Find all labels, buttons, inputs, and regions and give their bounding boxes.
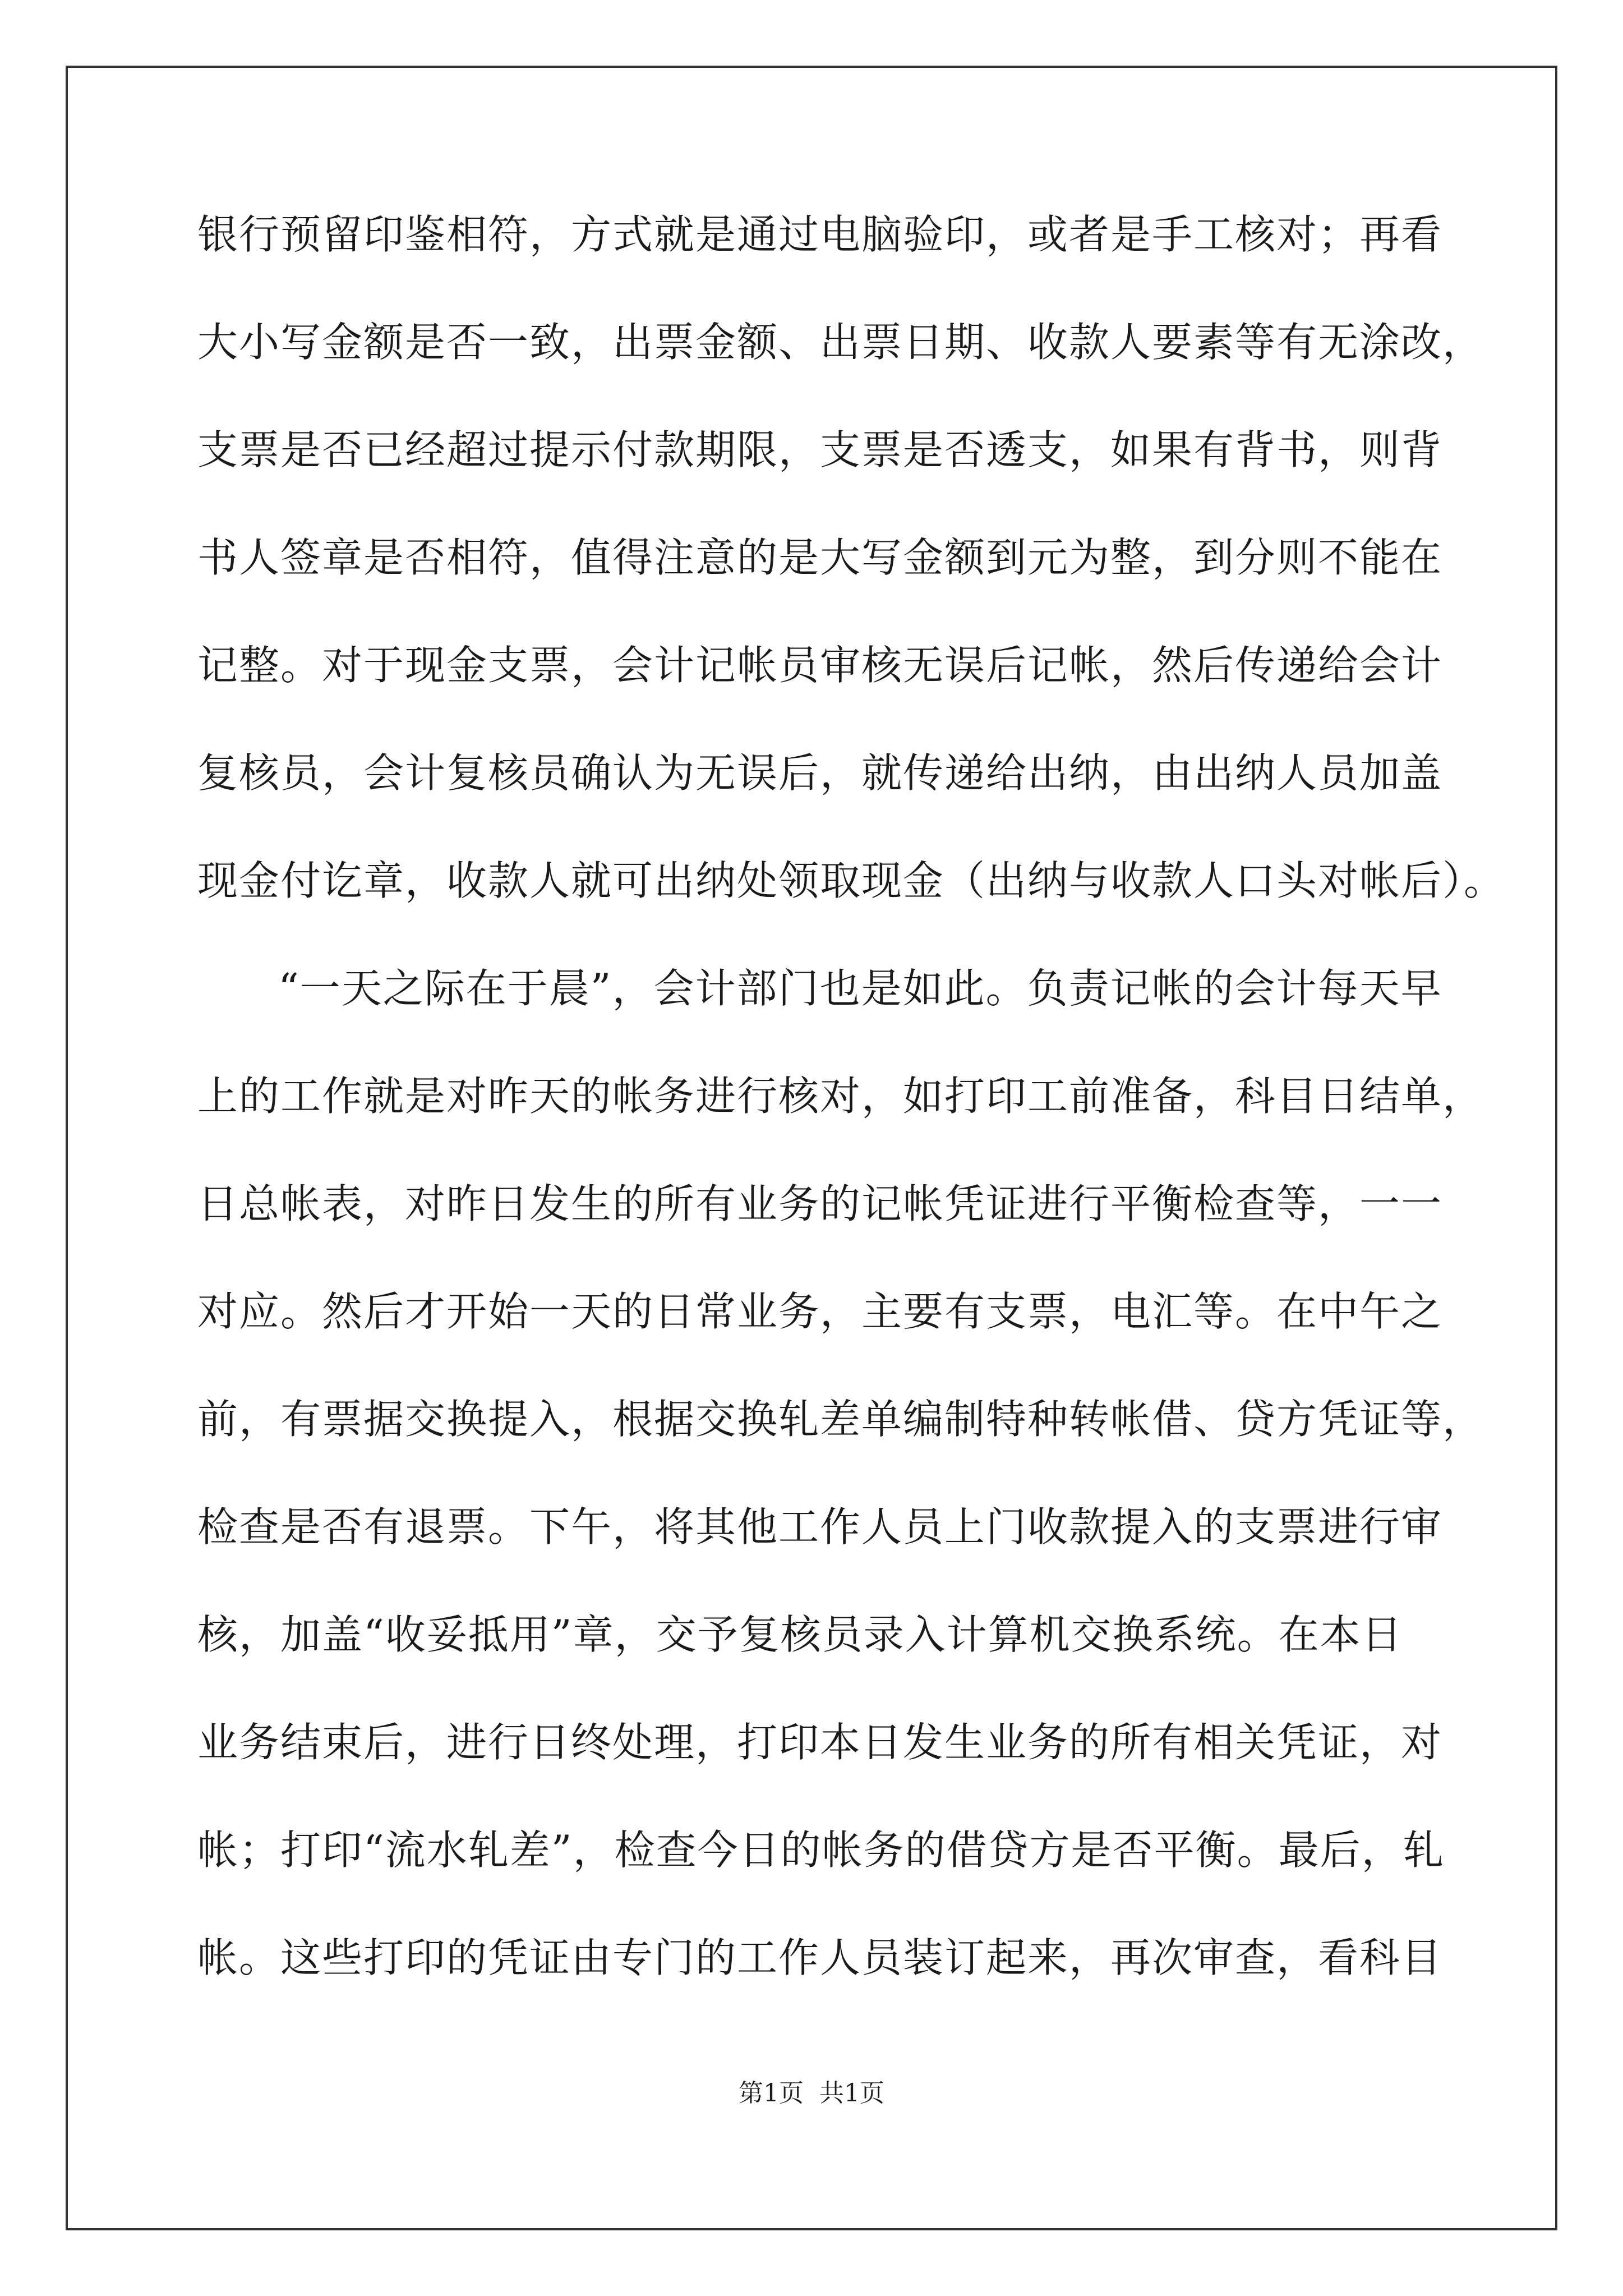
text-line: 大小写金额是否一致，出票金额、出票日期、收款人要素等有无涂改， xyxy=(197,319,1484,366)
text-line: 业务结束后，进行日终处理，打印本日发生业务的所有相关凭证，对 xyxy=(197,1719,1443,1766)
text-line: 书人签章是否相符，值得注意的是大写金额到元为整，到分则不能在 xyxy=(197,534,1443,581)
text-line: 复核员，会计复核员确认为无误后，就传递给出纳，由出纳人员加盖 xyxy=(197,749,1443,797)
text-line: 帐；打印“流水轧差”，检查今日的帐务的借贷方是否平衡。最后，轧 xyxy=(197,1826,1445,1874)
text-line: 对应。然后才开始一天的日常业务，主要有支票，电汇等。在中午之 xyxy=(197,1288,1443,1335)
text-line: 支票是否已经超过提示付款期限，支票是否透支，如果有背书，则背 xyxy=(197,426,1443,473)
text-line: 帐。这些打印的凭证由专门的工作人员装订起来，再次审查，看科目 xyxy=(197,1934,1443,1981)
page-footer: 第1页 共1页 xyxy=(739,2079,884,2108)
text-line: 日总帐表，对昨日发生的所有业务的记帐凭证进行平衡检查等，一一 xyxy=(197,1180,1443,1227)
text-line: 记整。对于现金支票，会计记帐员审核无误后记帐，然后传递给会计 xyxy=(197,642,1443,689)
text-line: 现金付讫章，收款人就可出纳处领取现金（出纳与收款人口头对帐后）。 xyxy=(197,857,1506,904)
text-line: 检查是否有退票。下午，将其他工作人员上门收款提入的支票进行审 xyxy=(197,1503,1443,1550)
text-line: 核，加盖“收妥抵用”章，交予复核员录入计算机交换系统。在本日 xyxy=(197,1611,1403,1658)
text-line: 上的工作就是对昨天的帐务进行核对，如打印工前准备，科目日结单， xyxy=(197,1073,1484,1120)
text-line: 前，有票据交换提入，根据交换轧差单编制特种转帐借、贷方凭证等， xyxy=(197,1396,1484,1443)
document-body xyxy=(197,208,1506,2039)
paragraph-start-line: “一天之际在于晨”，会计部门也是如此。负责记帐的会计每天早 xyxy=(278,965,1442,1012)
text-line: 银行预留印鉴相符，方式就是通过电脑验印，或者是手工核对；再看 xyxy=(197,211,1443,258)
